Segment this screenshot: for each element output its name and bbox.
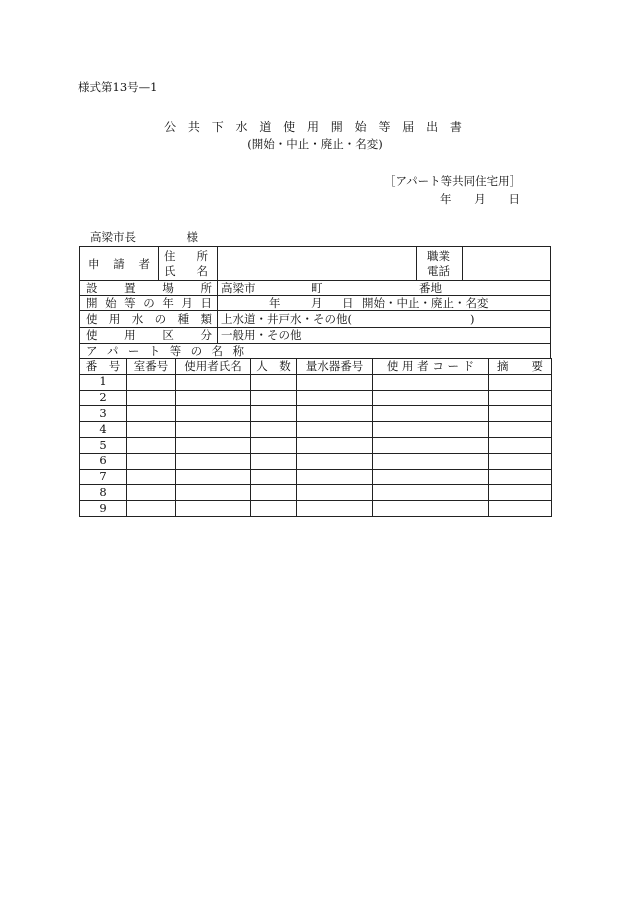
- table-cell: [297, 422, 373, 438]
- table-row: [80, 390, 552, 406]
- table-cell: [251, 485, 297, 501]
- table-cell: [127, 469, 176, 485]
- table-cell: [127, 390, 176, 406]
- table-row: [80, 406, 552, 422]
- date-line: [440, 194, 520, 206]
- table-cell: [297, 437, 373, 453]
- table-cell: [251, 390, 297, 406]
- start-options: 開始・中止・廃止・名変: [362, 296, 489, 310]
- row-number: 1: [80, 374, 127, 390]
- table-cell: [489, 453, 552, 469]
- table-cell: [489, 422, 552, 438]
- location-lot: 番地: [419, 281, 442, 295]
- table-cell: [373, 437, 489, 453]
- table-cell: [176, 374, 251, 390]
- table-cell: [251, 437, 297, 453]
- name-label: 氏 名: [164, 264, 208, 278]
- document-subtitle: (開始・中止・廃止・名変): [247, 137, 383, 151]
- row-number: 7: [80, 469, 127, 485]
- table-cell: [176, 501, 251, 517]
- usage-class-options: 一般用・その他: [221, 328, 302, 342]
- table-cell: [489, 469, 552, 485]
- table-cell: [489, 390, 552, 406]
- table-cell: [251, 374, 297, 390]
- table-cell: [127, 422, 176, 438]
- application-form-header: [79, 246, 551, 359]
- col-user-name: 使用者氏名: [176, 359, 251, 375]
- start-day: 日: [342, 296, 354, 310]
- table-cell: [489, 501, 552, 517]
- residents-table: [79, 358, 552, 517]
- table-cell: [251, 501, 297, 517]
- table-cell: [297, 406, 373, 422]
- col-meter-number: 量水器番号: [297, 359, 373, 375]
- table-cell: [297, 469, 373, 485]
- table-cell: [373, 469, 489, 485]
- row-number: 2: [80, 390, 127, 406]
- table-row: [80, 501, 552, 517]
- date-year: 年: [440, 192, 452, 206]
- table-row: [80, 469, 552, 485]
- document-title: 公 共 下 水 道 使 用 開 始 等 届 出 書: [164, 120, 466, 134]
- table-cell: [127, 501, 176, 517]
- col-room: 室番号: [127, 359, 176, 375]
- table-row: [80, 437, 552, 453]
- row-number: 8: [80, 485, 127, 501]
- table-row: [80, 374, 552, 390]
- addressee-honorific: 様: [186, 230, 198, 244]
- table-cell: [373, 501, 489, 517]
- table-cell: [373, 390, 489, 406]
- table-cell: [176, 485, 251, 501]
- col-user-code: 使 用 者 コ ー ド: [373, 359, 489, 375]
- table-cell: [176, 437, 251, 453]
- table-header-row: [80, 359, 552, 375]
- water-type-label: 使 用 水 の 種 類: [86, 312, 212, 326]
- table-cell: [297, 453, 373, 469]
- usage-label: ［アパート等共同住宅用］: [384, 174, 522, 188]
- form-number: 様式第13号—1: [78, 80, 158, 94]
- date-month: 月: [474, 192, 486, 206]
- col-remarks: 摘 要: [489, 359, 552, 375]
- col-people: 人 数: [251, 359, 297, 375]
- applicant-label: 申 請 者: [88, 257, 150, 271]
- row-number: 3: [80, 406, 127, 422]
- location-town: 町: [311, 281, 323, 295]
- table-cell: [489, 406, 552, 422]
- table-cell: [251, 453, 297, 469]
- table-cell: [297, 485, 373, 501]
- row-number: 9: [80, 501, 127, 517]
- location-label: 設 置 場 所: [86, 281, 212, 295]
- table-cell: [251, 469, 297, 485]
- table-cell: [373, 374, 489, 390]
- addressee: [90, 232, 198, 244]
- table-cell: [251, 422, 297, 438]
- apartment-name-label: ア パ ー ト 等 の 名 称: [86, 344, 244, 358]
- location-city: 高梁市: [221, 281, 256, 295]
- table-cell: [176, 469, 251, 485]
- table-row: [80, 422, 552, 438]
- table-cell: [489, 485, 552, 501]
- table-cell: [489, 437, 552, 453]
- water-type-options: 上水道・井戸水・その他(: [221, 312, 352, 326]
- table-cell: [127, 406, 176, 422]
- table-cell: [297, 374, 373, 390]
- addressee-name: 高梁市長: [90, 230, 136, 244]
- table-cell: [373, 422, 489, 438]
- table-cell: [297, 390, 373, 406]
- table-cell: [176, 422, 251, 438]
- start-month: 月: [311, 296, 323, 310]
- date-day: 日: [508, 192, 520, 206]
- start-date-label: 開 始 等 の 年 月 日: [86, 296, 212, 310]
- table-cell: [127, 453, 176, 469]
- table-cell: [176, 390, 251, 406]
- table-row: [80, 453, 552, 469]
- address-label: 住 所: [164, 249, 208, 263]
- table-cell: [297, 501, 373, 517]
- table-cell: [127, 374, 176, 390]
- row-number: 6: [80, 453, 127, 469]
- table-cell: [373, 453, 489, 469]
- table-cell: [373, 485, 489, 501]
- table-row: [80, 485, 552, 501]
- water-type-close: ): [470, 312, 475, 326]
- start-year: 年: [269, 296, 281, 310]
- table-cell: [489, 374, 552, 390]
- occupation-label: 職業: [427, 249, 450, 263]
- col-number: 番 号: [80, 359, 127, 375]
- phone-label: 電話: [427, 264, 450, 278]
- table-cell: [127, 485, 176, 501]
- usage-class-label: 使 用 区 分: [86, 328, 212, 342]
- table-cell: [251, 406, 297, 422]
- table-cell: [176, 406, 251, 422]
- table-cell: [373, 406, 489, 422]
- table-cell: [127, 437, 176, 453]
- row-number: 4: [80, 422, 127, 438]
- row-number: 5: [80, 437, 127, 453]
- table-cell: [176, 453, 251, 469]
